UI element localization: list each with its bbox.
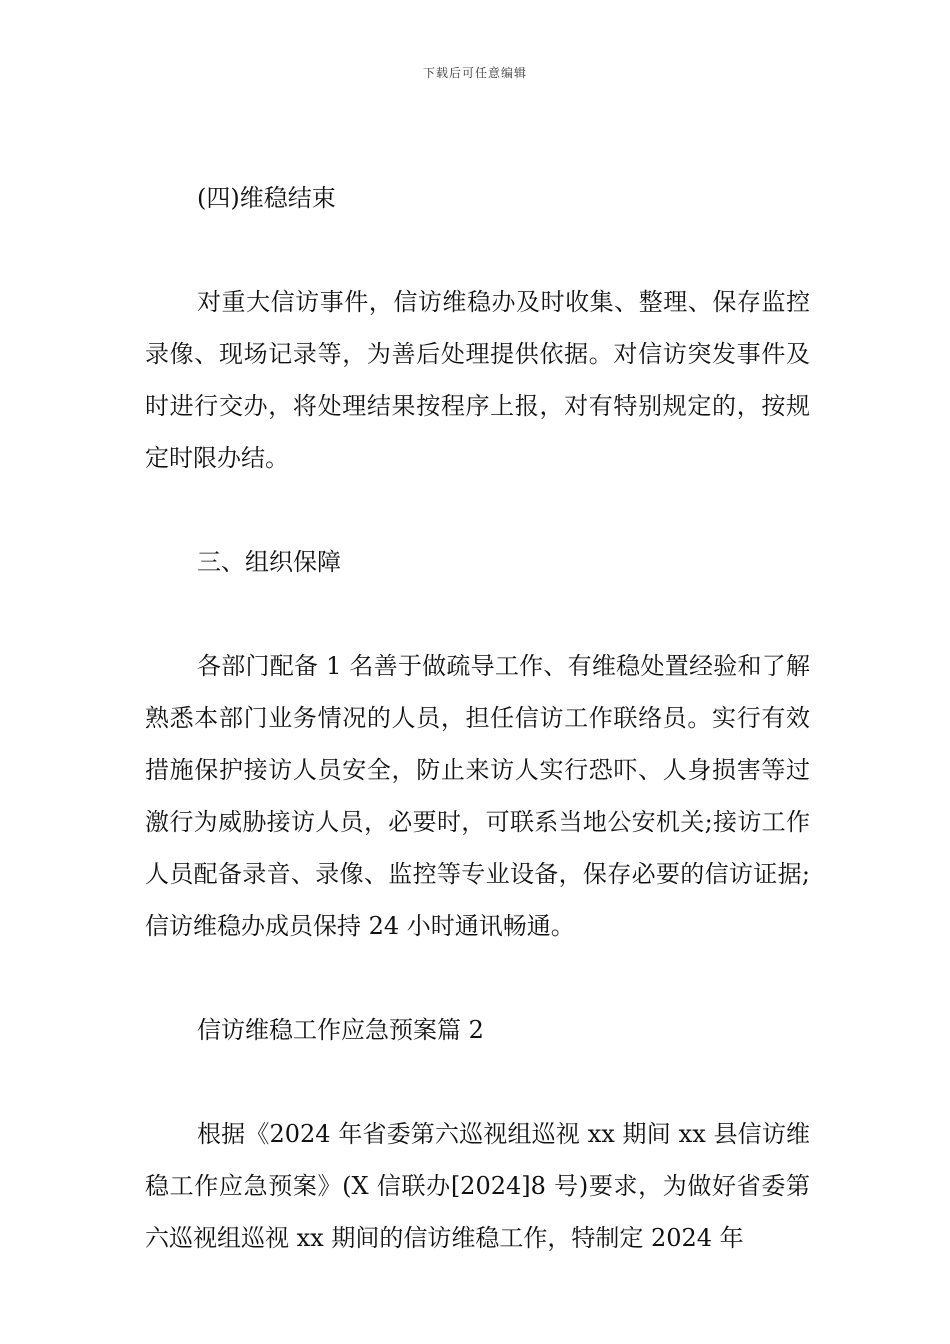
section-heading-4: (四)维稳结束 (197, 184, 336, 212)
plan-2-heading: 信访维稳工作应急预案篇 2 (197, 1016, 484, 1044)
page-header: 下载后可任意编辑 (422, 66, 527, 80)
plan-2-paragraph: 根据《2024 年省委第六巡视组巡视 xx 期间 xx 县信访维稳工作应急预案》(X 信联办[2024]8 号)要求，为做好省委第六巡视组巡视 xx 期间的信访维稳工作，特制定 2024 年 (145, 1120, 810, 1252)
document-body (145, 172, 810, 1264)
section-paragraph-3: 各部门配备 1 名善于做疏导工作、有维稳处置经验和了解熟悉本部门业务情况的人员，担任信访工作联络员。实行有效措施保护接访人员安全，防止来访人实行恐吓、人身损害等过激行为威胁接访人员，必要时，可联系当地公安机关;接访工作人员配备录音、录像、监控等专业设备，保存必要的信访证据;信访维稳办成员保持 24 小时通讯畅通。 (145, 652, 810, 940)
section-heading-3: 三、组织保障 (197, 548, 341, 576)
section-paragraph-4: 对重大信访事件，信访维稳办及时收集、整理、保存监控录像、现场记录等，为善后处理提供依据。对信访突发事件及时进行交办，将处理结果按程序上报，对有特别规定的，按规定时限办结。 (145, 288, 810, 472)
